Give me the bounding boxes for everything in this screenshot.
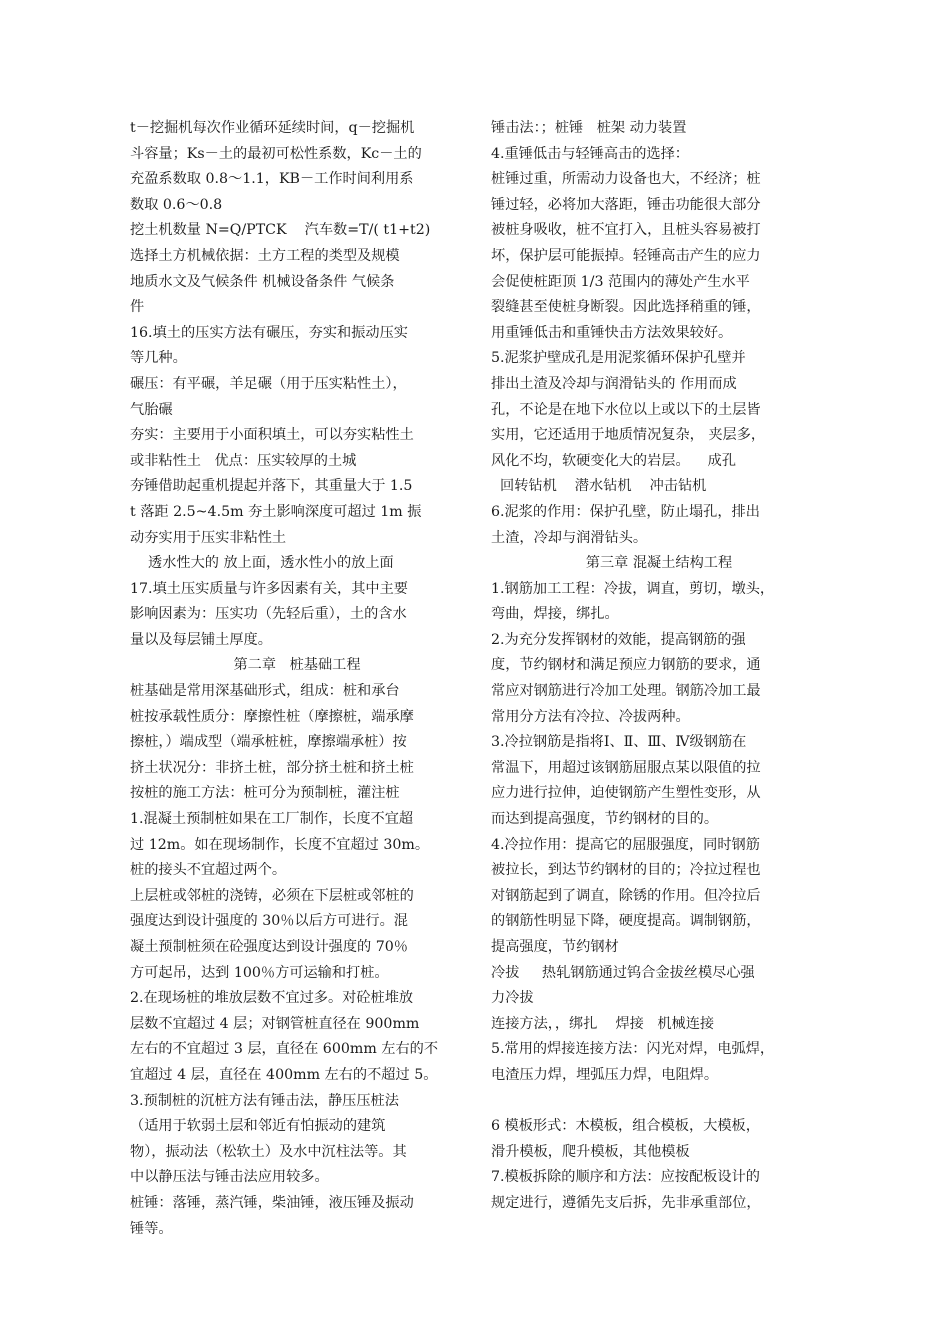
text-line: 件: [130, 299, 145, 316]
text-line: 回转钻机 潜水钻机 冲击钻机: [491, 478, 707, 495]
text-line: 擦桩，）端成型（端承桩桩，摩擦端承桩）按: [130, 734, 407, 751]
text-line: 3.预制桩的沉桩方法有锤击法，静压压桩法: [130, 1092, 399, 1109]
blank-line: [491, 1089, 827, 1115]
chapter-heading: 第三章 混凝土结构工程: [585, 555, 733, 572]
text-line: 冷拔 热轧钢筋通过钨合金拔丝模尽心强: [491, 964, 755, 981]
text-line: 土渣，冷却与润滑钻头。: [491, 529, 648, 546]
text-line: 中以静压法与锤击法应用较多。: [130, 1169, 329, 1186]
text-line: 被拉长，到达节约钢材的目的；冷拉过程也: [491, 862, 761, 879]
text-line: （适用于软弱土层和邻近有怕振动的建筑: [130, 1118, 386, 1135]
text-line: 锤等。: [130, 1220, 173, 1237]
text-line: 左右的不宜超过 3 层，直径在 600mm 左右的不: [130, 1041, 439, 1058]
text-line: 上层桩或邻桩的浇铸，必须在下层桩或邻桩的: [130, 887, 414, 904]
text-line: 6.泥浆的作用：保护孔壁，防止塌孔，排出: [491, 503, 760, 520]
text-line: 碾压：有平碾，羊足碾（用于压实粘性土），: [130, 375, 407, 392]
text-line: 桩的接头不宜超过两个。: [130, 862, 287, 879]
text-line: 而达到提高强度，节约钢材的目的。: [491, 811, 719, 828]
text-line: 量以及每层铺土厚度。: [130, 631, 272, 648]
left-text-column: [130, 116, 464, 1242]
text-line: 强度达到设计强度的 30％以后方可进行。混: [130, 913, 408, 930]
text-line: 力冷拔: [491, 990, 534, 1007]
text-line: 1.混凝土预制桩如果在工厂制作，长度不宜超: [130, 811, 414, 828]
text-line: 地质水文及气候条件 机械设备条件 气候条: [130, 273, 395, 290]
text-line: 挖土机数量 N=Q/PTCK 汽车数=T/( t1+t2): [130, 222, 431, 239]
text-line: 电渣压力焊，埋弧压力焊，电阻焊。: [491, 1066, 719, 1083]
text-line: 常应对钢筋进行冷加工处理。钢筋冷加工最: [491, 683, 761, 700]
text-line: 2.在现场桩的堆放层数不宜过多。对砼桩堆放: [130, 990, 414, 1007]
text-line: 应力进行拉伸，迫使钢筋产生塑性变形，从: [491, 785, 761, 802]
text-line: 5.常用的焊接连接方法：闪光对焊，电弧焊，: [491, 1041, 775, 1058]
text-line: 16.填土的压实方法有碾压，夯实和振动压实: [130, 324, 408, 341]
text-line: 4.重锤低击与轻锤高击的选择：: [491, 145, 689, 162]
text-line: 连接方法，，绑扎 焊接 机械连接: [491, 1015, 715, 1032]
text-line: 弯曲，焊接，绑扎。: [491, 606, 619, 623]
text-line: 或非粘性土 优点：压实较厚的土城: [130, 452, 357, 469]
text-line: 7.模板拆除的顺序和方法：应按配板设计的: [491, 1169, 760, 1186]
text-line: 层数不宜超过 4 层；对钢管桩直径在 900mm: [130, 1015, 420, 1032]
chapter-heading: 第二章 桩基础工程: [233, 657, 361, 674]
text-line: 对钢筋起到了调直，除锈的作用。但冷拉后: [491, 887, 761, 904]
text-line: 裂缝甚至使桩身断裂。因此选择稍重的锤，: [491, 299, 761, 316]
text-line: 被桩身吸收，桩不宜打入，且桩头容易被打: [491, 222, 761, 239]
text-line: 物），振动法（松软土）及水中沉柱法等。其: [130, 1143, 407, 1160]
text-line: 用重锤低击和重锤快击方法效果较好。: [491, 324, 733, 341]
text-line: 规定进行，遵循先支后拆，先非承重部位，: [491, 1194, 761, 1211]
text-line: 度，节约钢材和满足预应力钢筋的要求，通: [491, 657, 761, 674]
text-line: 锤过轻，必将加大落距，锤击功能很大部分: [491, 196, 761, 213]
text-line: 数取 0.6～0.8: [130, 196, 223, 213]
text-line: 桩基础是常用深基础形式，组成：桩和承台: [130, 683, 400, 700]
text-line: 17.填土压实质量与许多因素有关，其中主要: [130, 580, 408, 597]
text-line: 孔，不论是在地下水位以上或以下的土层皆: [491, 401, 761, 418]
text-line: 提高强度，节约钢材: [491, 939, 619, 955]
text-line: t 落距 2.5~4.5m 夯土影响深度可超过 1m 振: [130, 503, 422, 520]
text-line: 等几种。: [130, 350, 187, 367]
text-line: 常用分方法有冷拉、冷拔两种。: [491, 708, 690, 725]
text-line: 过 12m。如在现场制作，长度不宜超过 30m。: [130, 836, 430, 853]
text-line: 会促使桩距顶 1/3 范围内的薄处产生水平: [491, 273, 750, 290]
text-line: 4.冷拉作用：提高它的屈服强度，同时钢筋: [491, 836, 760, 853]
text-line: 实用，它还适用于地质情况复杂， 夹层多，: [491, 427, 766, 444]
text-line: 影响因素为：压实功（先轻后重），土的含水: [130, 606, 407, 623]
text-line: 的钢筋性明显下降，硬度提高。调制钢筋，: [491, 913, 761, 930]
text-line: 桩锤：落锤，蒸汽锤，柴油锤，液压锤及振动: [130, 1194, 414, 1211]
text-line: 透水性大的 放上面，透水性小的放上面: [130, 555, 394, 572]
text-line: 按桩的施工方法：桩可分为预制桩，灌注桩: [130, 785, 400, 802]
text-line: 充盈系数取 0.8～1.1，KB－工作时间利用系: [130, 171, 414, 188]
text-line: t－挖掘机每次作业循环延续时间，q－挖掘机: [130, 120, 415, 136]
text-line: 风化不均，软硬变化大的岩层。 成孔: [491, 452, 737, 469]
text-line: 气胎碾: [130, 401, 173, 418]
text-line: 斗容量；Ks－土的最初可松性系数，Kc－土的: [130, 145, 422, 162]
text-line: 2.为充分发挥钢材的效能，提高钢筋的强: [491, 631, 746, 648]
text-line: 桩锤过重，所需动力设备也大，不经济；桩: [491, 171, 761, 188]
text-line: 凝土预制桩须在砼强度达到设计强度的 70％: [130, 939, 408, 955]
text-line: 动夯实用于压实非粘性土: [130, 529, 287, 546]
text-line: 夯锤借助起重机提起并落下，其重量大于 1.5: [130, 478, 413, 495]
text-line: 锤击法：；桩锤 桩架 动力装置: [491, 120, 687, 136]
text-line: 宜超过 4 层，直径在 400mm 左右的不超过 5。: [130, 1066, 438, 1083]
text-line: 3.冷拉钢筋是指将Ⅰ、Ⅱ、Ⅲ、Ⅳ级钢筋在: [491, 734, 747, 751]
text-line: 方可起吊，达到 100％方可运输和打桩。: [130, 964, 389, 981]
text-line: 1.钢筋加工工程：冷拔，调直，剪切，墩头，: [491, 580, 775, 597]
text-line: 选择土方机械依据：土方工程的类型及规模: [130, 247, 400, 264]
text-line: 挤土状况分：非挤土桩，部分挤土桩和挤土桩: [130, 759, 414, 776]
text-line: 5.泥浆护壁成孔是用泥浆循环保护孔壁并: [491, 350, 746, 367]
text-line: 桩按承载性质分：摩擦性桩（摩擦桩，端承摩: [130, 708, 414, 725]
right-text-column: [491, 116, 827, 1217]
text-line: 滑升模板，爬升模板，其他模板: [491, 1143, 690, 1160]
text-line: 夯实：主要用于小面积填土，可以夯实粘性土: [130, 427, 414, 444]
text-line: 常温下，用超过该钢筋屈服点某以限值的拉: [491, 759, 761, 776]
text-line: 6 模板形式：木模板，组合模板，大模板，: [491, 1118, 760, 1135]
text-line: 坏，保护层可能振掉。轻锤高击产生的应力: [491, 247, 761, 264]
text-line: 排出土渣及冷却与润滑钻头的 作用而成: [491, 375, 737, 392]
